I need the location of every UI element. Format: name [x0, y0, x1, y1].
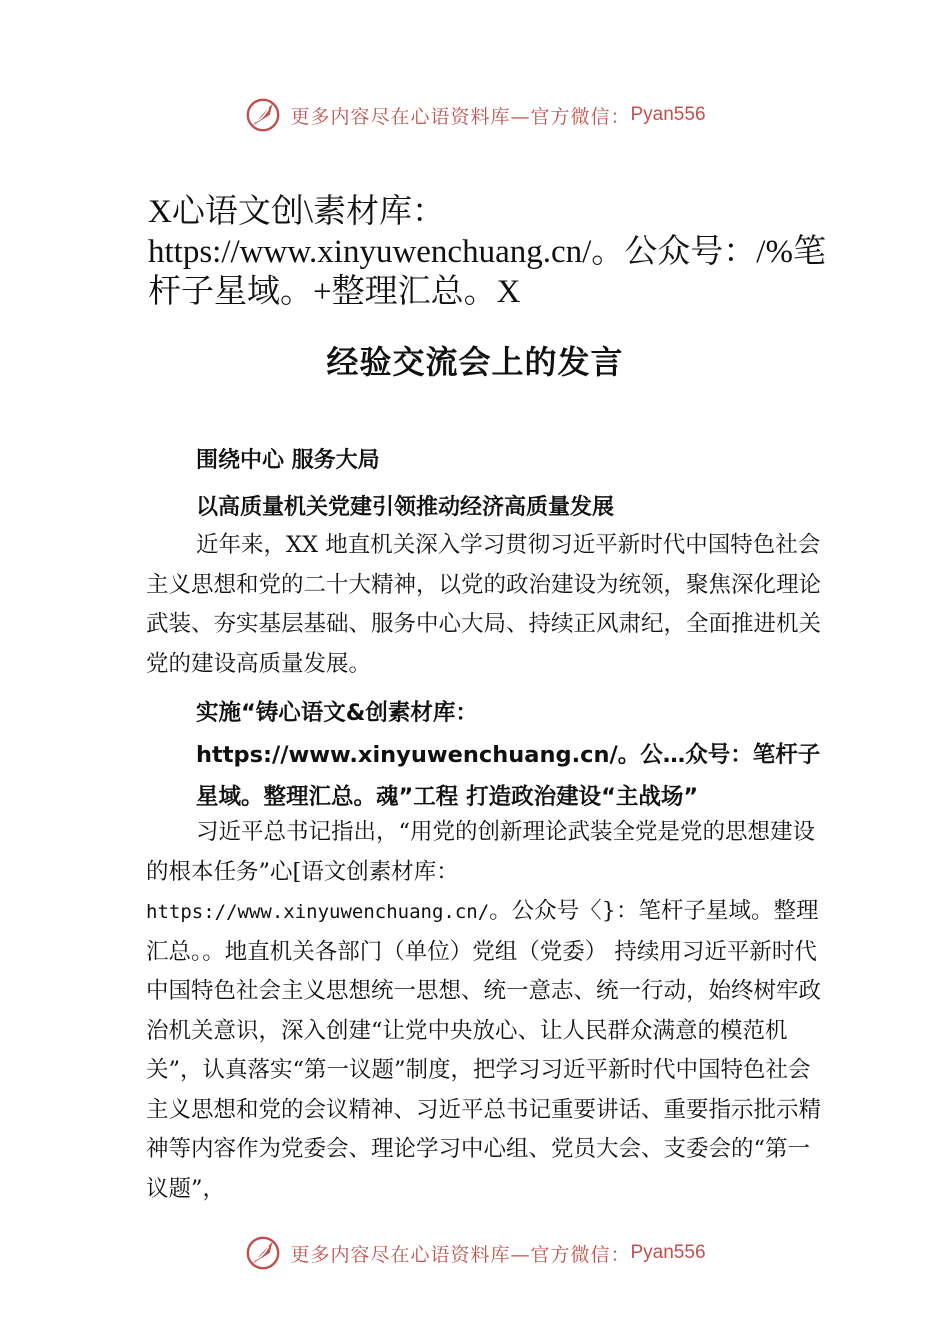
banner-wechat-id: Pyan556: [630, 1242, 706, 1263]
paragraph-2: [146, 813, 822, 1209]
paragraph-2-text-b: 。公众号〈}：笔杆子星域。整理汇总。。地直机关各部门（单位）党组（党委） 持续用习近平新时代中国特色社会主义思想统一思想、统一意志、统一行动，始终树牢政治机关意识，深入创建“让党中央放心、让人民群众满意的模范机关”，认真落实“第一议题”制度，把学习习近平新时代中国特色社会主义思想和党的会议精神、习近平总书记重要讲话、重要指示批示精神等内容作为党委会、理论学习中心组、党员大会、支委会的“第一议题”，: [146, 898, 822, 1202]
paragraph-1-text: 近年来，XX 地直机关深入学习贯彻习近平新时代中国特色社会主义思想和党的二十大精神，以党的政治建设为统领，聚焦深化理论武装、夯实基层基础、服务中心大局、持续正风肃纪，全面推进机关党的建设高质量发展。: [146, 532, 822, 677]
header-banner: [0, 93, 950, 137]
banner-text: 更多内容尽在心语资料库—官方微信：: [290, 105, 631, 128]
quill-logo-icon: [244, 1234, 282, 1272]
watermark-line: X心语文创\素材库：https://www.xinyuwenchuang.cn/。公众号：/%笔杆子星域。+整理汇总。X: [148, 194, 826, 310]
heading-2: 以高质量机关党建引领推动经济高质量发展: [196, 495, 615, 520]
heading-3: 实施“铸心语文&创素材库：https://www.xinyuwenchuang.cn/。公…众号：笔杆子星域。整理汇总。魂”工程 打造政治建设“主战场”: [196, 700, 821, 810]
paragraph-1: [146, 526, 822, 684]
banner-text: 更多内容尽在心语资料库—官方微信：: [290, 1243, 631, 1266]
banner-wechat-id: Pyan556: [630, 104, 706, 125]
footer-banner: [0, 1231, 950, 1275]
document-title: 经验交流会上的发言: [326, 343, 624, 381]
heading-1: 围绕中心 服务大局: [196, 448, 380, 473]
quill-logo-icon: [244, 96, 282, 134]
paragraph-2-url: https://www.xinyuwenchuang.cn/: [146, 901, 490, 923]
paragraph-2-text-a: 习近平总书记指出，“用党的创新理论武装全党是党的思想建设的根本任务”心[语文创素材库：: [146, 819, 816, 885]
